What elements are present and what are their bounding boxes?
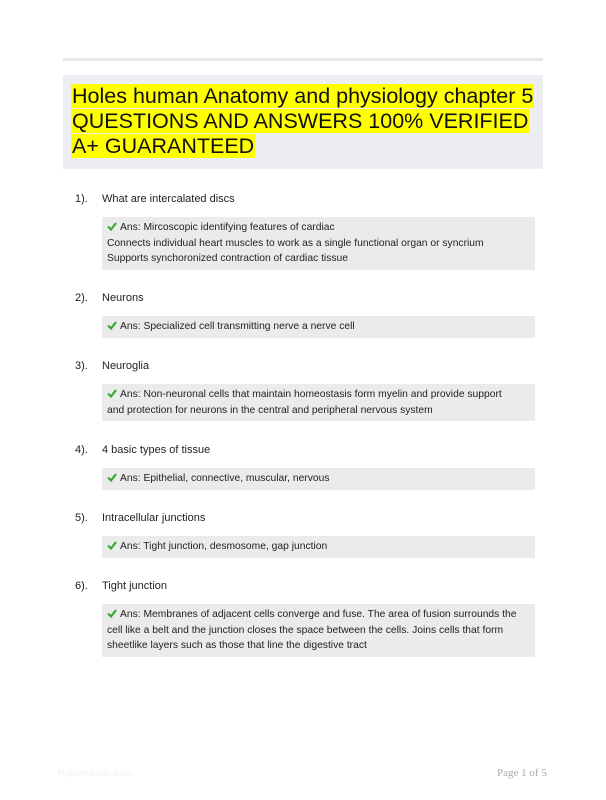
- answer-line: Ans: Tight junction, desmosome, gap junction: [120, 541, 328, 552]
- answer-box: [102, 384, 535, 421]
- answer-box: [102, 536, 535, 558]
- answer-line: Ans: Non-neuronal cells that maintain homeostasis form myelin and provide support: [120, 389, 502, 400]
- question-text: What are intercalated discs: [102, 193, 235, 205]
- question-text: Neuroglia: [102, 360, 150, 372]
- question-number: 5).: [75, 512, 88, 524]
- answer-line: and protection for neurons in the central and peripheral nervous system: [107, 404, 433, 416]
- answer-box: [102, 316, 535, 338]
- document-title: Holes human Anatomy and physiology chapter 5 QUESTIONS AND ANSWERS 100% VERIFIED A+ GUARANTEED: [72, 84, 534, 158]
- page-number: Page 1 of 5: [497, 767, 547, 779]
- footer-watermark: Paperstudio.com: [58, 768, 134, 779]
- check-icon: [107, 472, 117, 482]
- answer-box: [102, 217, 535, 270]
- question-number: 1).: [75, 193, 88, 205]
- check-icon: [107, 608, 117, 618]
- check-icon: [107, 388, 117, 398]
- question-number: 4).: [75, 444, 88, 456]
- answer-line: Connects individual heart muscles to work as a single functional organ or syncrium: [107, 237, 484, 249]
- question-text: 4 basic types of tissue: [102, 444, 211, 456]
- top-divider: [63, 58, 543, 61]
- question-text: Tight junction: [102, 580, 168, 592]
- check-icon: [107, 320, 117, 330]
- answer-line: Ans: Membranes of adjacent cells converge and fuse. The area of fusion surrounds the: [120, 609, 517, 620]
- question-number: 3).: [75, 360, 88, 372]
- answer-line: cell like a belt and the junction closes the space between the cells. Joins cells that form: [107, 624, 504, 636]
- check-icon: [107, 540, 117, 550]
- answer-line: Ans: Specialized cell transmitting nerve a nerve cell: [120, 321, 355, 332]
- answer-line: Ans: Mircoscopic identifying features of cardiac: [120, 222, 335, 233]
- question-number: 6).: [75, 580, 88, 592]
- answer-line: sheetlike layers such as those that line the digestive tract: [107, 640, 367, 651]
- question-text: Intracellular junctions: [102, 512, 206, 524]
- answer-line: Ans: Epithelial, connective, muscular, nervous: [120, 473, 330, 484]
- question-text: Neurons: [102, 292, 144, 304]
- answer-line: Supports synchoronized contraction of cardiac tissue: [107, 253, 348, 264]
- question-number: 2).: [75, 292, 88, 304]
- check-icon: [107, 221, 117, 231]
- answer-box: [102, 468, 535, 490]
- answer-box: [102, 604, 535, 657]
